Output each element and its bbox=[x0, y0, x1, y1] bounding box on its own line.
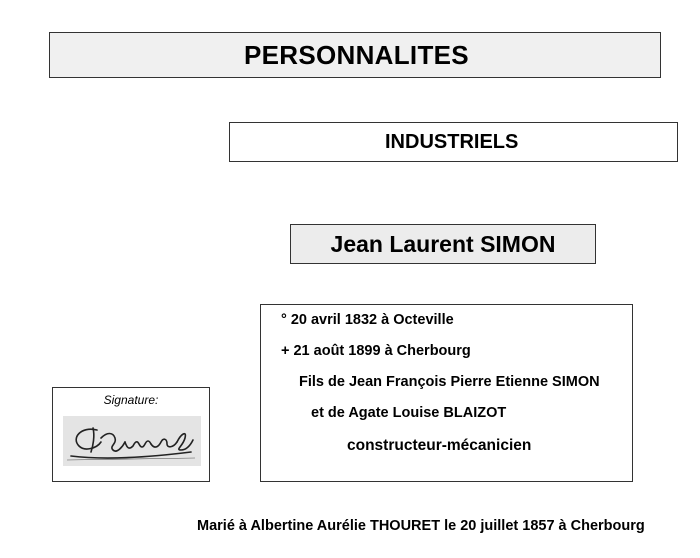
page-title-box bbox=[49, 32, 661, 78]
details-box bbox=[260, 304, 633, 482]
death-line: + 21 août 1899 à Cherbourg bbox=[281, 343, 471, 359]
marriage-line: Marié à Albertine Aurélie THOURET le 20 juillet 1857 à Cherbourg bbox=[197, 518, 645, 534]
mother-line: et de Agate Louise BLAIZOT bbox=[311, 405, 507, 421]
father-line: Fils de Jean François Pierre Etienne SIMON bbox=[299, 374, 600, 390]
person-name: Jean Laurent SIMON bbox=[330, 230, 556, 257]
birth-line: ° 20 avril 1832 à Octeville bbox=[281, 312, 454, 328]
category-box bbox=[229, 122, 678, 162]
signature-image bbox=[63, 416, 201, 466]
person-name-box bbox=[290, 224, 596, 264]
page-title: PERSONNALITES bbox=[244, 39, 469, 70]
signature-label: Signature: bbox=[103, 393, 159, 407]
profession-line: constructeur-mécanicien bbox=[347, 437, 532, 454]
signature-box bbox=[52, 387, 210, 482]
category-label: INDUSTRIELS bbox=[385, 130, 519, 153]
